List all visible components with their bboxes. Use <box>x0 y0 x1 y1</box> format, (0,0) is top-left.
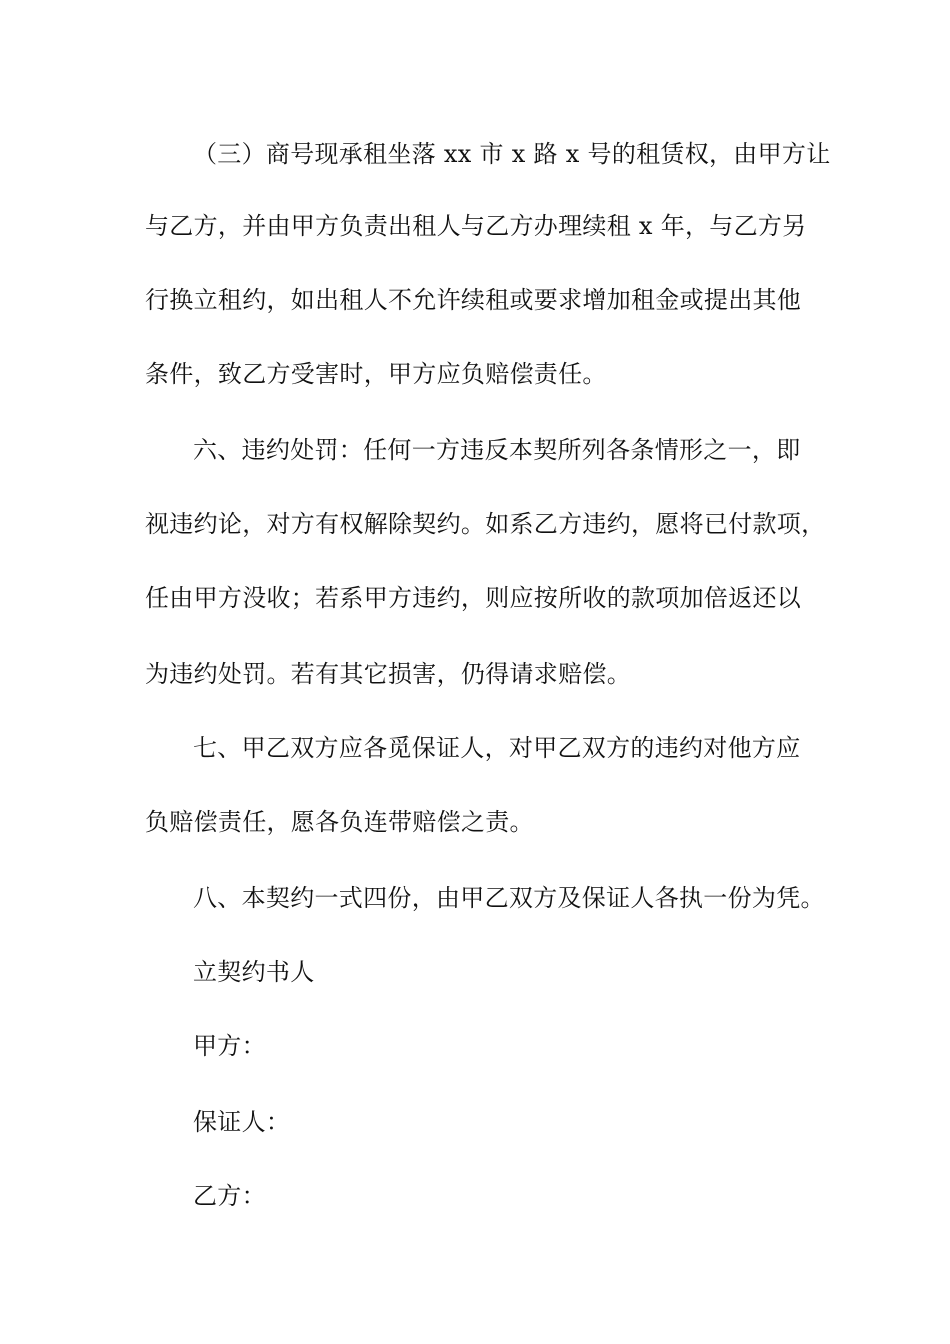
paragraph-3-line-1: （三）商号现承租坐落 xx 市 x 路 x 号的租赁权，由甲方让 <box>193 140 831 168</box>
clause-6-line-3: 任由甲方没收；若系甲方违约，则应按所收的款项加倍返还以 <box>145 584 802 612</box>
clause-7-line-2: 负赔偿责任，愿各负连带赔偿之责。 <box>145 808 534 836</box>
guarantor-label: 保证人： <box>193 1108 291 1136</box>
clause-6-line-1: 六、违约处罚：任何一方违反本契所列各条情形之一，即 <box>193 436 801 464</box>
clause-6-line-4: 为违约处罚。若有其它损害，仍得请求赔偿。 <box>145 660 631 688</box>
clause-7-line-1: 七、甲乙双方应各觅保证人，对甲乙双方的违约对他方应 <box>193 734 801 762</box>
paragraph-3-line-3: 行换立租约，如出租人不允许续租或要求增加租金或提出其他 <box>145 286 802 314</box>
signatures-title: 立契约书人 <box>193 958 315 986</box>
party-a-label: 甲方： <box>193 1032 266 1060</box>
clause-8: 八、本契约一式四份，由甲乙双方及保证人各执一份为凭。 <box>193 884 825 912</box>
paragraph-3-line-2: 与乙方，并由甲方负责出租人与乙方办理续租 x 年，与乙方另 <box>145 212 807 240</box>
party-b-label: 乙方： <box>193 1182 266 1210</box>
clause-6-line-2: 视违约论，对方有权解除契约。如系乙方违约，愿将已付款项， <box>145 510 826 538</box>
paragraph-3-line-4: 条件，致乙方受害时，甲方应负赔偿责任。 <box>145 360 607 388</box>
